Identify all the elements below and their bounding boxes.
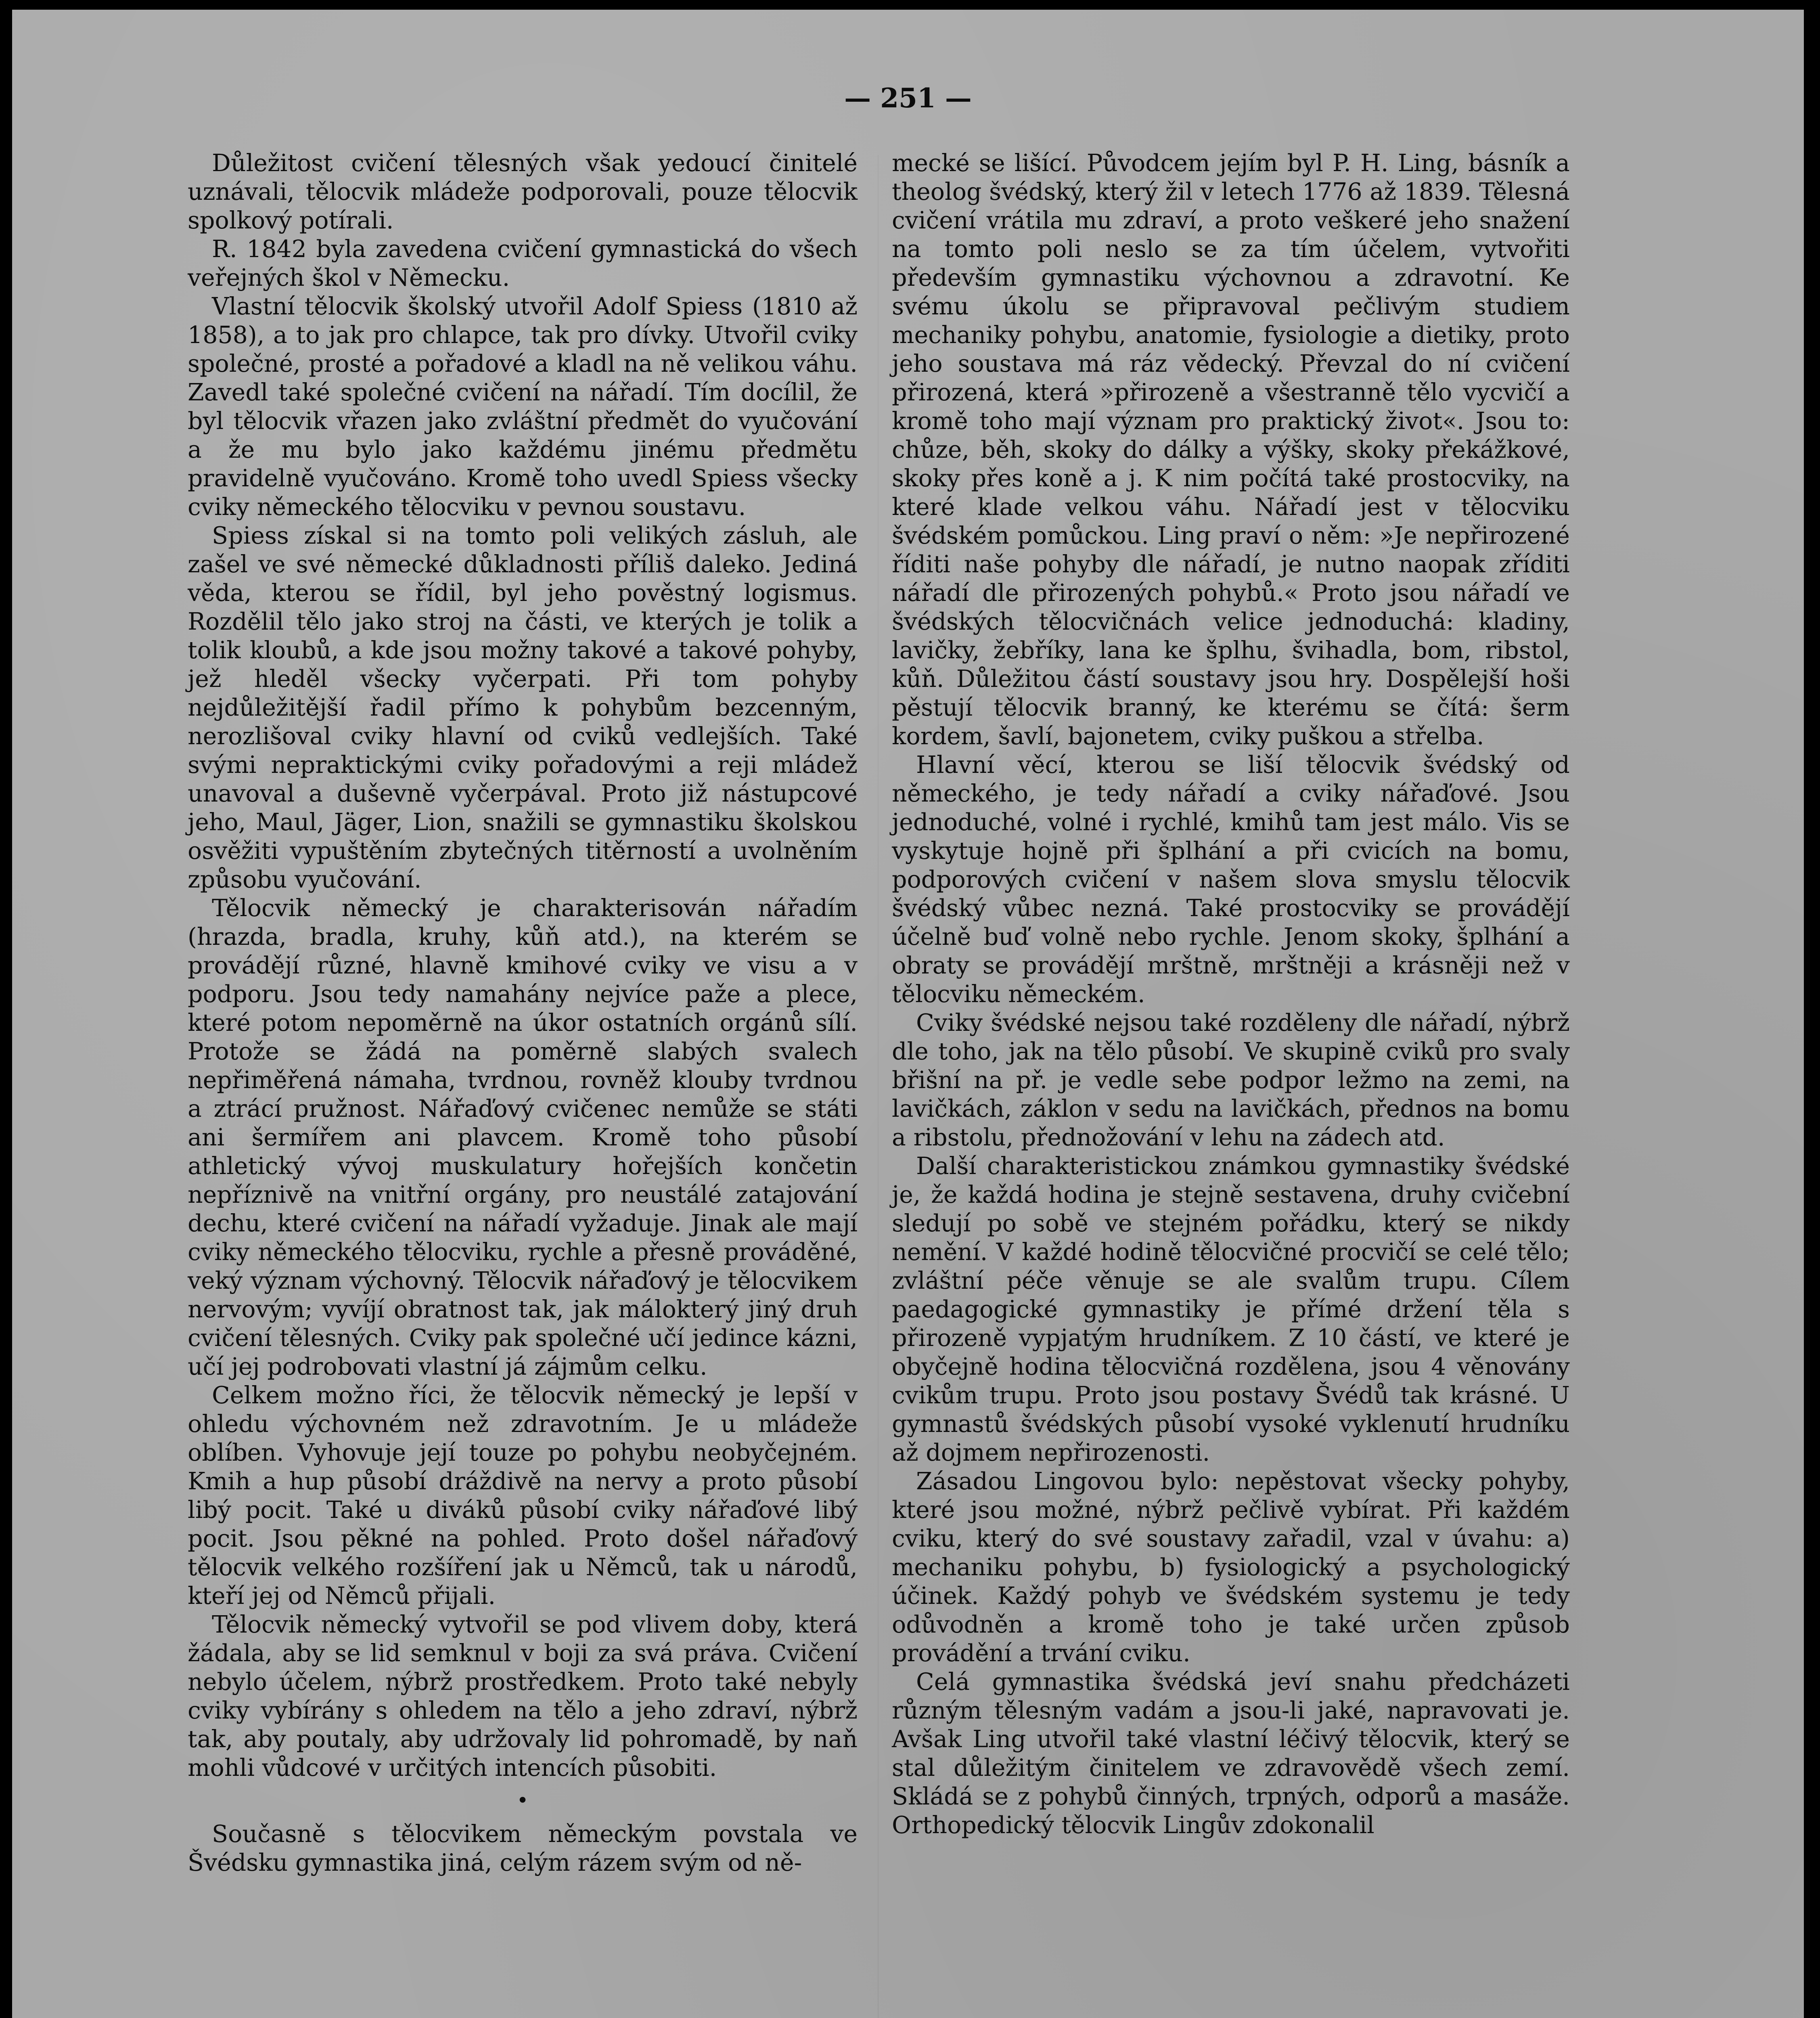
paragraph: Současně s tělocvikem německým povstala ve Švédsku gymnastika jiná, celým rázem svým od ně-	[188, 1820, 858, 1876]
section-divider-mark: •	[517, 1789, 529, 1812]
paragraph: Další charakteristickou známkou gymnastiky švédské je, že každá hodina je stejně sestavena, druhy cvičební sledují po sobě ve stejném pořádku, který se nikdy nemění. V každé hodině tělocvičné procvičí se celé tělo; zvláštní péče věnuje se ale svalům trupu. Cílem paedagogické gymnastiky je přímé držení těla s přirozeně vypjatým hrudníkem. Z 10 částí, ve které je obyčejně hodina tělocvičná rozdělena, jsou 4 věnovány cvikům trupu. Proto jsou postavy Švédů tak krásné. U gymnastů švédských působí vysoké vyklenutí hrudníku až dojmem nepřirozenosti.	[892, 1152, 1570, 1466]
document-page	[12, 10, 1804, 2018]
paragraph: Hlavní věcí, kterou se liší tělocvik švédský od německého, je tedy nářadí a cviky nářaďové. Jsou jednoduché, volné i rychlé, kmihů tam jest málo. Vis se vyskytuje hojně při šplhání a při cvicích na bomu, podporových cvičení v našem slova smyslu tělocvik švédský vůbec nezná. Také prostocviky se provádějí účelně buď volně nebo rychle. Jenom skoky, šplhání a obraty se provádějí mrštně, mrštněji a krásněji než v tělocviku německém.	[892, 751, 1570, 1008]
paragraph: Spiess získal si na tomto poli velikých zásluh, ale zašel ve své německé důkladnosti příliš daleko. Jediná věda, kterou se řídil, byl jeho pověstný logismus. Rozdělil tělo jako stroj na části, ve kterých je tolik a tolik kloubů, a kde jsou možny takové a takové pohyby, jež hleděl všecky vyčerpati. Při tom pohyby nejdůležitější řadil přímo k pohybům bezcenným, nerozlišoval cviky hlavní od cviků vedlejších. Také svými nepraktickými cviky pořadovými a reji mládež unavoval a duševně vyčerpával. Proto již nástupcové jeho, Maul, Jäger, Lion, snažili se gymnastiku školskou osvěžiti vypuštěním zbytečných titěrností a uvolněním způsobu vyučování.	[188, 522, 858, 893]
paragraph: Důležitost cvičení tělesných však yedoucí činitelé uznávali, tělocvik mládeže podporovali, pouze tělocvik spolkový potírali.	[188, 149, 858, 234]
right-column	[892, 149, 1570, 1840]
paragraph: Vlastní tělocvik školský utvořil Adolf Spiess (1810 až 1858), a to jak pro chlapce, tak pro dívky. Utvořil cviky společné, prosté a pořadové a kladl na ně velikou váhu. Zavedl také společné cvičení na nářadí. Tím docílil, že byl tělocvik vřazen jako zvláštní předmět do vyučování a že mu bylo jako každému jinému předmětu pravidelně vyučováno. Kromě toho uvedl Spiess všecky cviky německého tělocviku v pevnou soustavu.	[188, 293, 858, 521]
paragraph: Cviky švédské nejsou také rozděleny dle nářadí, nýbrž dle toho, jak na tělo působí. Ve skupině cviků pro svaly břišní na př. je vedle sebe podpor ležmo na zemi, na lavičkách, záklon v sedu na lavičkách, přednos na bomu a ribstolu, přednožování v lehu na zádech atd.	[892, 1009, 1570, 1151]
left-column	[188, 149, 858, 1877]
column-gutter	[878, 155, 879, 2018]
paragraph: Tělocvik německý vytvořil se pod vlivem doby, která žádala, aby se lid semknul v boji za svá práva. Cvičení nebylo účelem, nýbrž prostředkem. Proto také nebyly cviky vybírány s ohledem na tělo a jeho zdraví, nýbrž tak, aby poutaly, aby udržovaly lid pohromadě, by naň mohli vůdcové v určitých intencích působiti.	[188, 1611, 858, 1781]
paragraph: Zásadou Lingovou bylo: nepěstovat všecky pohyby, které jsou možné, nýbrž pečlivě vybírat. Při každém cviku, který do své soustavy zařadil, vzal v úvahu: a) mechaniku pohybu, b) fysiologický a psychologický účinek. Každý pohyb ve švédském systemu je tedy odůvodněn a kromě toho je také určen způsob provádění a trvání cviku.	[892, 1467, 1570, 1667]
paragraph: mecké se lišící. Původcem jejím byl P. H. Ling, básník a theolog švédský, který žil v letech 1776 až 1839. Tělesná cvičení vrátila mu zdraví, a proto veškeré jeho snažení na tomto poli neslo se za tím účelem, vytvořiti především gymnastiku výchovnou a zdravotní. Ke svému úkolu se připravoval pečlivým studiem mechaniky pohybu, anatomie, fysiologie a dietiky, proto jeho soustava má ráz vědecký. Převzal do ní cvičení přirozená, která »přirozeně a všestranně tělo vycvičí a kromě toho mají význam pro praktický život«. Jsou to: chůze, běh, skoky do dálky a výšky, skoky překážkové, skoky přes koně a j. K nim počítá také prostocviky, na které klade velkou váhu. Nářadí jest v tělocviku švédském pomůckou. Ling praví o něm: »Je nepřirozené říditi naše pohyby dle nářadí, je nutno naopak zříditi nářadí dle přirozených pohybů.« Proto jsou nářadí ve švédských tělocvičnách velice jednoduchá: kladiny, lavičky, žebříky, lana ke šplhu, švihadla, bom, ribstol, kůň. Důležitou částí soustavy jsou hry. Dospělejší hoši pěstují tělocvik branný, ke kterému se čítá: šerm kordem, šavlí, bajonetem, cviky puškou a střelba.	[892, 149, 1570, 750]
paragraph: Celá gymnastika švédská jeví snahu předcházeti různým tělesným vadám a jsou-li jaké, napravovati je. Avšak Ling utvořil také vlastní léčivý tělocvik, který se stal důležitým činitelem ve zdravovědě všech zemí. Skládá se z pohybů činných, trpných, odporů a masáže. Orthopedický tělocvik Lingův zdokonalil	[892, 1668, 1570, 1839]
paragraph: Celkem možno říci, že tělocvik německý je lepší v ohledu výchovném než zdravotním. Je u mládeže oblíben. Vyhovuje její touze po pohybu neobyčejném. Kmih a hup působí dráždivě na nervy a proto působí libý pocit. Také u diváků působí cviky nářaďové libý pocit. Jsou pěkné na pohled. Proto došel nářaďový tělocvik velkého rozšíření jak u Němců, tak u národů, kteří jej od Němců přijali.	[188, 1382, 858, 1610]
page-number: — 251 —	[844, 82, 972, 114]
paragraph: R. 1842 byla zavedena cvičení gymnastická do všech veřejných škol v Německu.	[188, 235, 858, 291]
paragraph: Tělocvik německý je charakterisován nářadím (hrazda, bradla, kruhy, kůň atd.), na kterém se provádějí různé, hlavně kmihové cviky ve visu a v podporu. Jsou tedy namahány nejvíce paže a plece, které potom nepoměrně na úkor ostatních orgánů sílí. Protože se žádá na poměrně slabých svalech nepřiměřená námaha, tvrdnou, rovněž klouby tvrdnou a ztrácí pružnost. Nářaďový cvičenec nemůže se státi ani šermířem ani plavcem. Kromě toho působí athletický vývoj muskulatury hořejších končetin nepříznivě na vnitřní orgány, pro neustálé zatajování dechu, které cvičení na nářadí vyžaduje. Jinak ale mají cviky německého tělocviku, rychle a přesně prováděné, veký význam výchovný. Tělocvik nářaďový je tělocvikem nervovým; vyvíjí obratnost tak, jak málokterý jiný druh cvičení tělesných. Cviky pak společné učí jedince kázni, učí jej podrobovati vlastní já zájmům celku.	[188, 894, 858, 1380]
